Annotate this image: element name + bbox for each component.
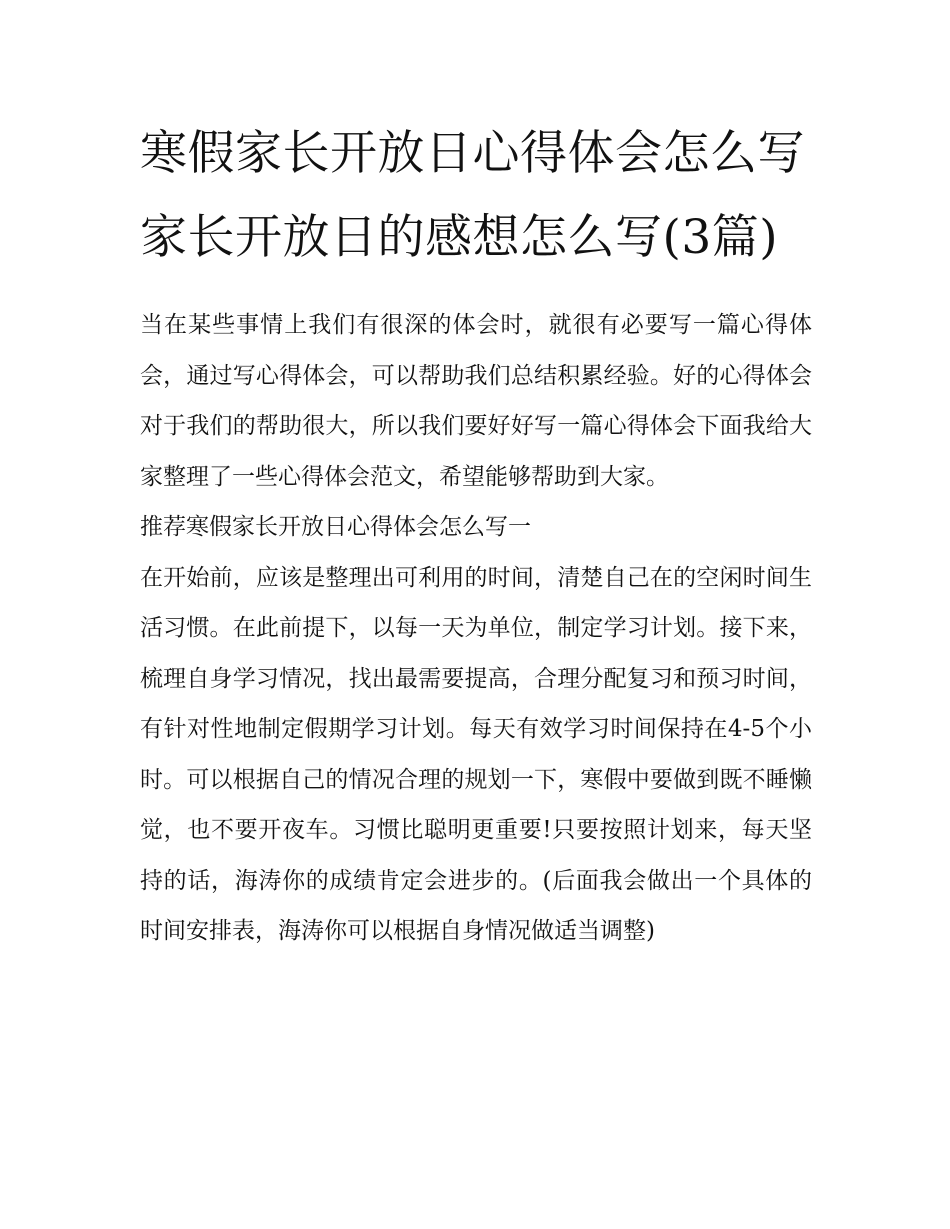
- intro-paragraph: 当在某些事情上我们有很深的体会时，就很有必要写一篇心得体会，通过写心得体会，可以帮助我们总结积累经验。好的心得体会对于我们的帮助很大，所以我们要好好写一篇心得体会下面我给大家整理了一些心得体会范文，希望能够帮助到大家。: [140, 312, 812, 490]
- section-heading: 推荐寒假家长开放日心得体会怎么写一: [140, 514, 531, 540]
- document-title: 寒假家长开放日心得体会怎么写 家长开放日的感想怎么写(3篇): [140, 126, 805, 265]
- section-body-paragraph: 在开始前，应该是整理出可利用的时间，清楚自己在的空闲时间生活习惯。在此前提下，以每一天为单位，制定学习计划。接下来，梳理自身学习情况，找出最需要提高，合理分配复习和预习时间，有针对性地制定假期学习计划。每天有效学习时间保持在4-5个小时。可以根据自己的情况合理的规划一下，寒假中要做到既不睡懒觉，也不要开夜车。习惯比聪明更重要!只要按照计划来，每天坚持的话，海涛你的成绩肯定会进步的。(后面我会做出一个具体的时间安排表，海涛你可以根据自身情况做适当调整): [140, 564, 812, 944]
- document-page: [140, 112, 812, 957]
